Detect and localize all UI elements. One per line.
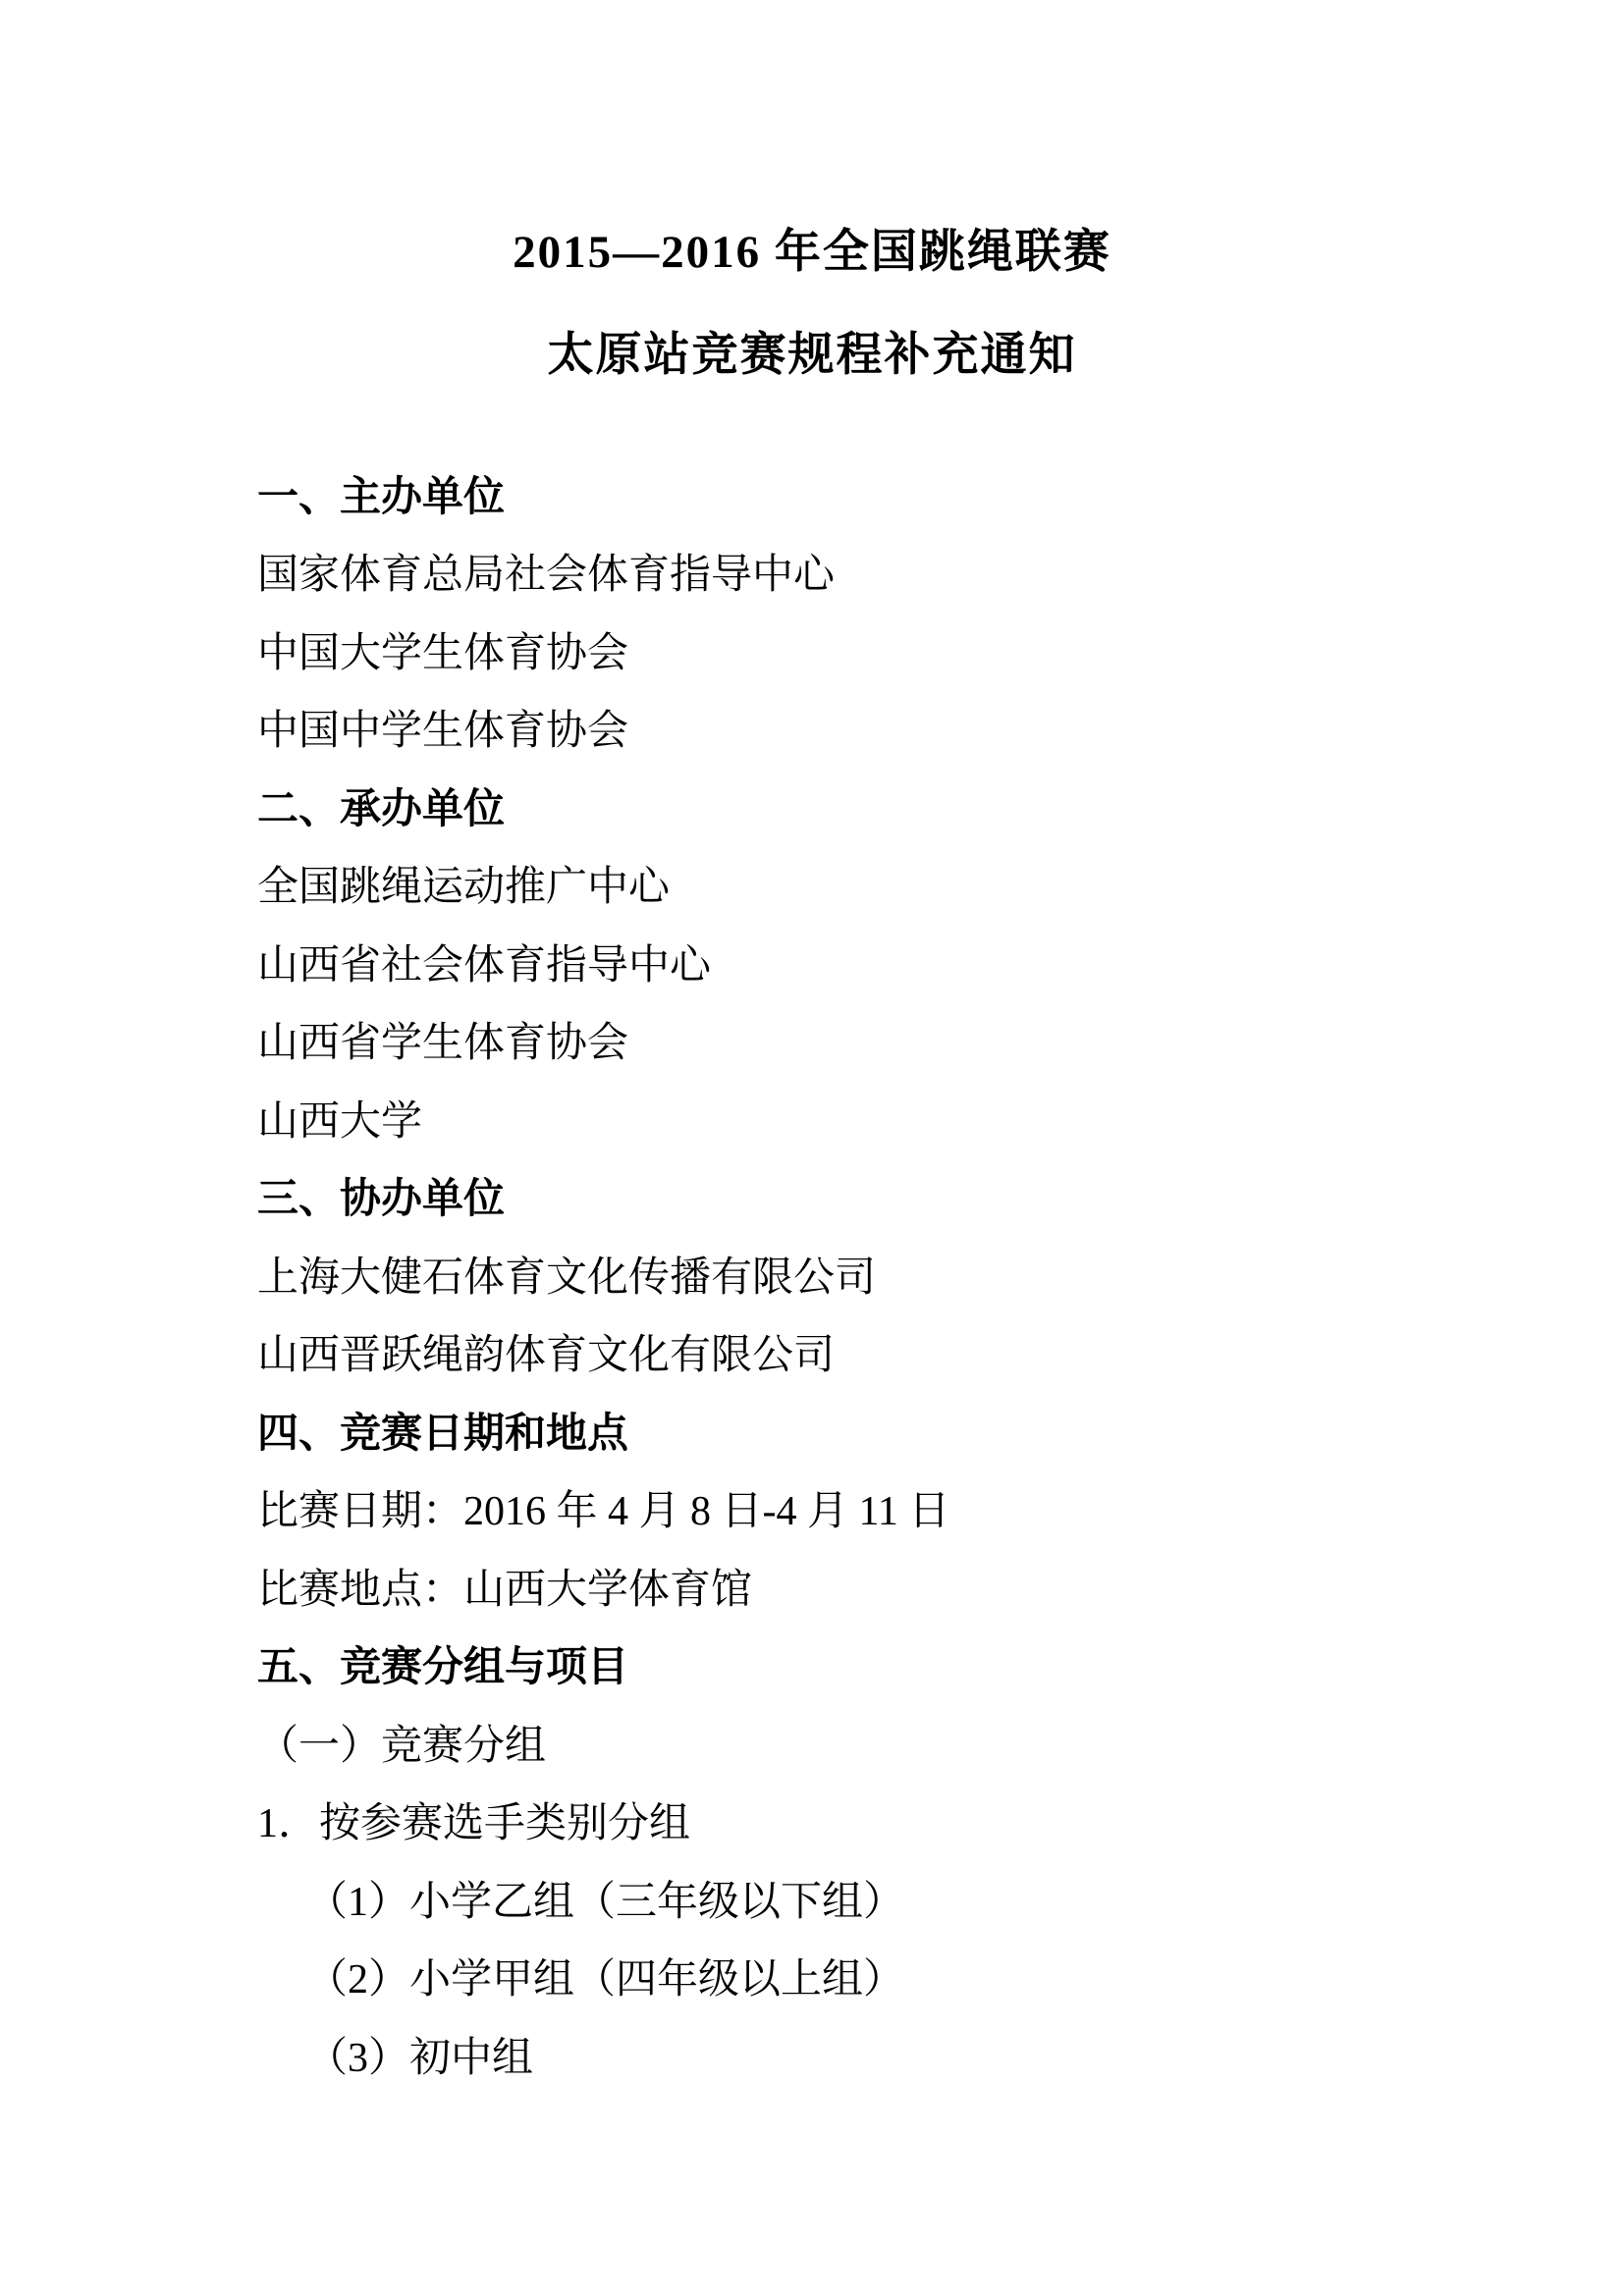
list-item-group-2: （2）小学甲组（四年级以上组） [306, 1957, 905, 2003]
body-line: 山西省社会体育指导中心 [257, 942, 712, 988]
body-line: 中国中学生体育协会 [257, 709, 629, 755]
list-item-group-1: （1）小学乙组（三年级以下组） [306, 1879, 905, 1925]
body-line-competition-date: 比赛日期：2016 年 4 月 8 日-4 月 11 日 [257, 1489, 950, 1535]
document-title-line-1: 2015—2016 年全国跳绳联赛 [513, 227, 1111, 278]
body-line: 中国大学生体育协会 [257, 630, 629, 676]
body-line: 全国跳绳运动推广中心 [257, 865, 671, 911]
document-title-line-2: 太原站竞赛规程补充通知 [547, 330, 1077, 381]
section-heading-5: 五、竞赛分组与项目 [257, 1645, 629, 1691]
subsection-heading: （一）竞赛分组 [257, 1723, 547, 1769]
body-line: 上海大健石体育文化传播有限公司 [257, 1255, 877, 1301]
body-line: 国家体育总局社会体育指导中心 [257, 553, 836, 599]
section-heading-4: 四、竞赛日期和地点 [257, 1411, 629, 1457]
body-line: 山西晋跃绳韵体育文化有限公司 [257, 1333, 836, 1379]
list-item-group-3: （3）初中组 [306, 2035, 534, 2081]
numbered-item: 1．按参赛选手类别分组 [257, 1801, 691, 1847]
document-body [0, 458, 1624, 2098]
section-heading-3: 三、协办单位 [257, 1177, 506, 1223]
document-title-block [0, 0, 1624, 407]
body-line-competition-venue: 比赛地点：山西大学体育馆 [257, 1567, 753, 1613]
section-heading-2: 二、承办单位 [257, 786, 506, 832]
body-line: 山西省学生体育协会 [257, 1021, 629, 1067]
section-heading-1: 一、主办单位 [257, 474, 506, 520]
body-line: 山西大学 [257, 1098, 423, 1145]
